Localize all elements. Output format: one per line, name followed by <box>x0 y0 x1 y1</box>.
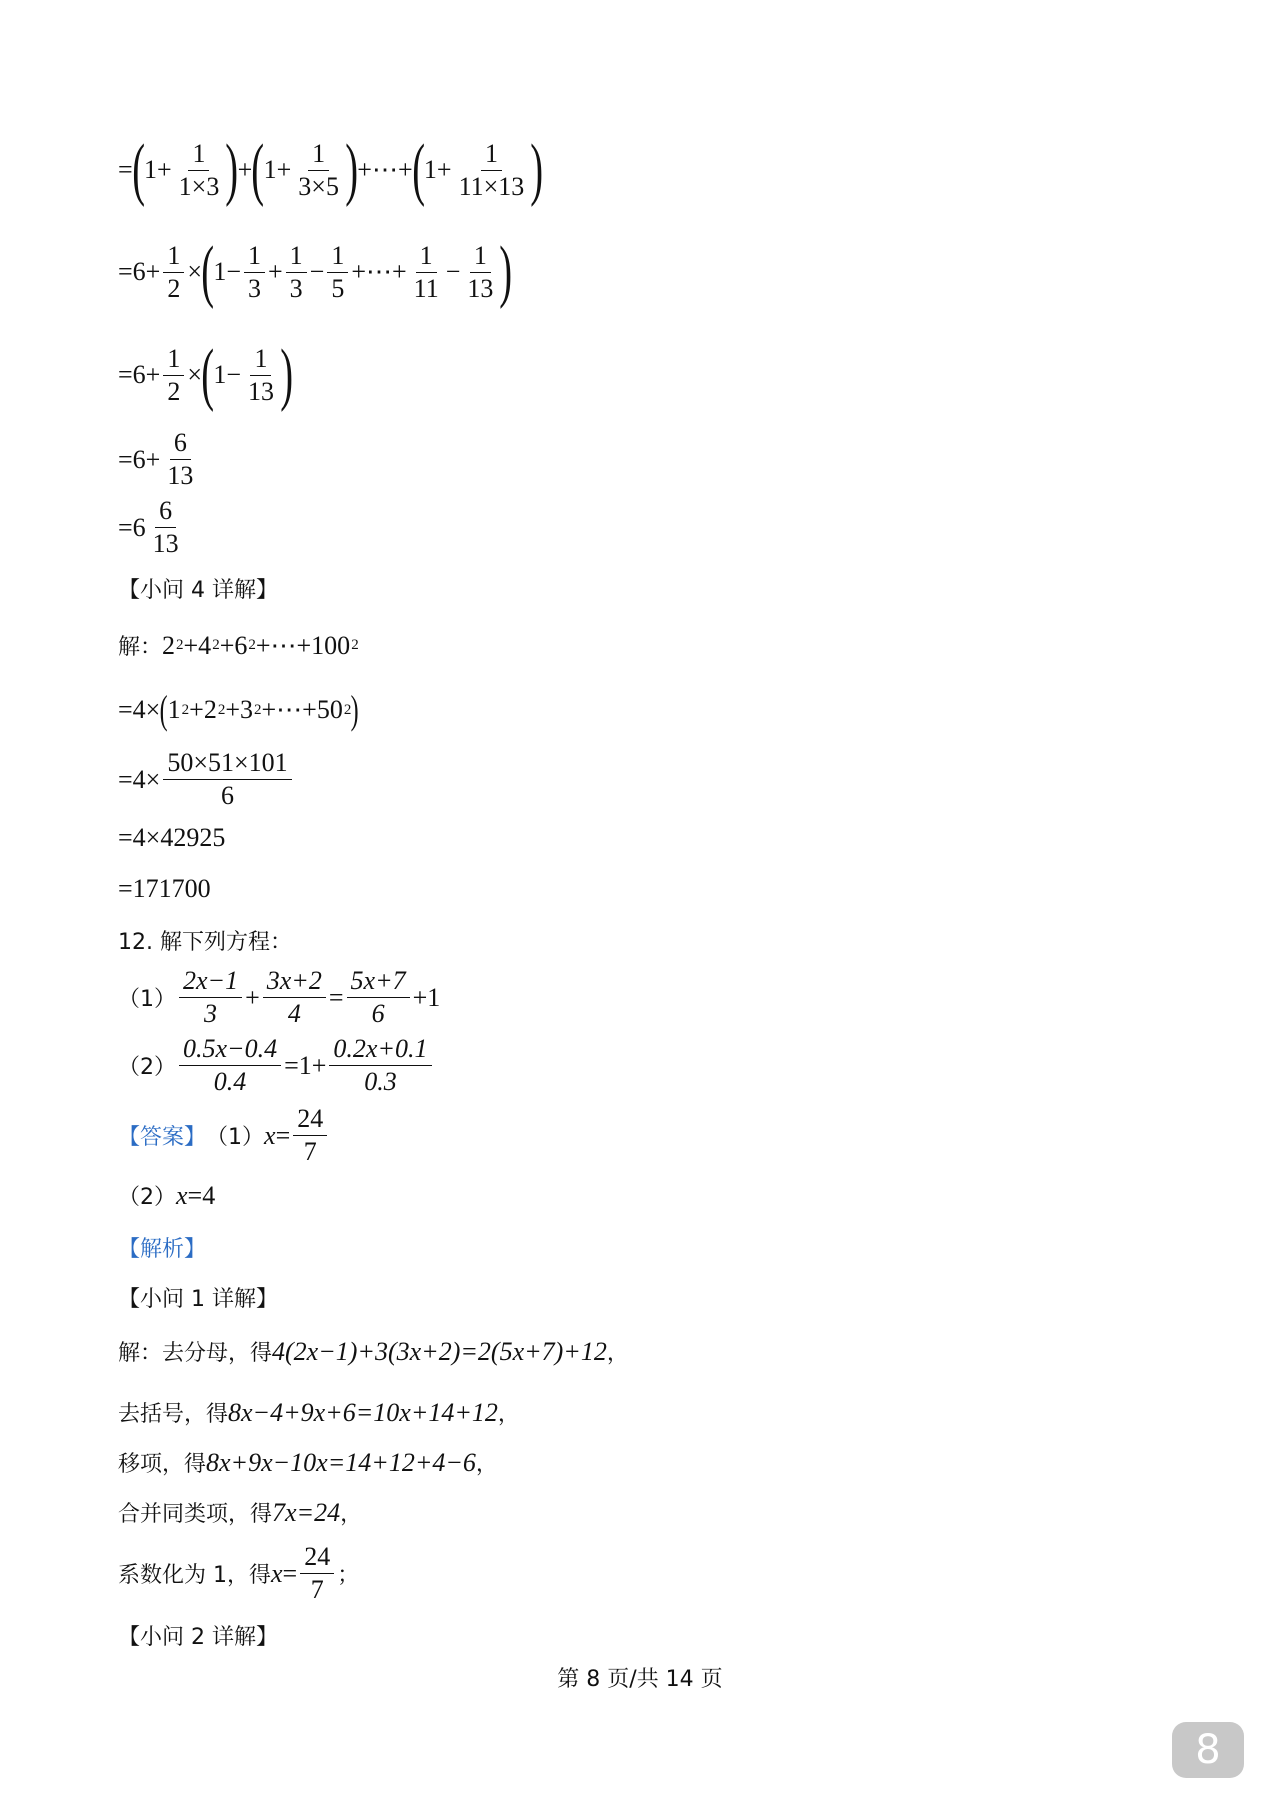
text: +⋯+50 <box>261 695 343 724</box>
denominator: 3 <box>289 273 303 303</box>
text: +6 <box>219 630 248 660</box>
text: =6+ <box>118 257 161 286</box>
paren-open: ( <box>201 336 215 413</box>
numerator: 1 <box>470 241 491 273</box>
denominator: 0.4 <box>213 1067 247 1096</box>
equation: 8x−4+9x+6=10x+14+12 <box>228 1397 498 1427</box>
text: = <box>275 1120 291 1150</box>
equation-line-5 <box>118 496 186 559</box>
text: × <box>187 360 202 389</box>
fraction <box>329 1034 431 1097</box>
problem-12-part-1 <box>118 966 440 1029</box>
text: （2） <box>118 1185 176 1210</box>
denominator: 11 <box>413 273 439 303</box>
text: ， <box>497 1402 520 1427</box>
text: ， <box>606 1341 629 1366</box>
exponent: 2 <box>248 637 256 653</box>
denominator: 5 <box>331 273 345 303</box>
denominator: 1×3 <box>178 171 220 201</box>
text: ； <box>337 1563 360 1588</box>
text: +⋯+ <box>351 257 407 286</box>
denominator: 3 <box>247 273 261 303</box>
denominator: 11×13 <box>458 171 525 201</box>
answer-tag: 【答案】 <box>118 1125 207 1150</box>
fraction <box>179 966 242 1029</box>
text: =6+ <box>118 360 161 389</box>
exponent: 2 <box>176 637 184 653</box>
denominator: 7 <box>310 1575 324 1604</box>
exponent: 2 <box>212 637 220 653</box>
fraction <box>300 1542 334 1605</box>
variable: x <box>176 1180 188 1210</box>
text: + <box>237 155 253 184</box>
numerator: 1 <box>416 241 437 273</box>
problem-12-title: 12. 解下列方程： <box>118 930 292 955</box>
numerator: 5x+7 <box>347 966 410 998</box>
paren-open: ( <box>131 131 145 208</box>
page-footer: 第 8 页/共 14 页 <box>557 1667 723 1692</box>
denominator: 0.3 <box>364 1067 397 1096</box>
text: 1 <box>167 695 181 724</box>
paren-close: ) <box>280 336 294 413</box>
denominator: 4 <box>287 999 301 1028</box>
text: =6+ <box>118 444 161 474</box>
q4-step-1 <box>118 630 359 661</box>
denominator: 7 <box>303 1137 317 1166</box>
numerator: 0.5x−0.4 <box>179 1034 281 1066</box>
text: 1+ <box>423 155 452 184</box>
fraction <box>163 241 184 304</box>
denominator: 3 <box>204 999 218 1028</box>
text: +1 <box>412 982 441 1012</box>
variable: x <box>271 1558 283 1588</box>
numerator: 6 <box>155 496 176 528</box>
paren-open: ( <box>201 233 215 310</box>
page-number-badge: 8 <box>1172 1722 1244 1778</box>
paren-close: ) <box>499 233 513 310</box>
fraction <box>175 139 224 202</box>
answer-part-1 <box>118 1104 330 1167</box>
fraction <box>179 1034 281 1097</box>
text: + <box>245 982 260 1012</box>
exponent: 2 <box>343 701 352 718</box>
numerator: 50×51×101 <box>163 748 291 780</box>
paren-close: ) <box>345 131 359 208</box>
fraction <box>347 966 410 1029</box>
equation-line-2 <box>118 233 513 310</box>
numerator: 1 <box>327 241 348 273</box>
text: =4× <box>118 695 161 724</box>
text: = <box>328 982 344 1012</box>
text: 2 <box>162 630 176 660</box>
q1-step-1 <box>118 1336 629 1367</box>
exponent: 2 <box>351 637 359 653</box>
text: +3 <box>225 695 253 724</box>
numerator: 24 <box>300 1542 334 1574</box>
q4-step-4: =4×42925 <box>118 823 226 852</box>
text: − <box>445 257 461 286</box>
q1-step-4 <box>118 1497 362 1528</box>
text: 合并同类项，得 <box>118 1502 273 1527</box>
text: = <box>118 155 133 184</box>
section-header-q2: 【小问 2 详解】 <box>118 1625 278 1650</box>
numerator: 24 <box>293 1104 327 1136</box>
text: +⋯+100 <box>255 630 351 660</box>
fraction <box>149 496 183 559</box>
exponent: 2 <box>254 701 262 718</box>
fraction <box>163 748 291 811</box>
denominator: 13 <box>152 529 179 558</box>
paren-open: ( <box>411 131 425 208</box>
denominator: 2 <box>167 376 181 406</box>
q4-step-3 <box>118 748 295 811</box>
fraction <box>286 241 307 304</box>
paren-close: ) <box>530 131 544 208</box>
fraction <box>244 241 265 304</box>
text: =4 <box>187 1180 216 1210</box>
text: （2） <box>118 1055 176 1080</box>
denominator: 13 <box>247 376 274 406</box>
fraction <box>294 139 343 202</box>
fraction <box>463 241 497 304</box>
analysis-tag: 【解析】 <box>118 1237 207 1262</box>
text: 系数化为 1，得 <box>118 1563 271 1588</box>
problem-12-part-2 <box>118 1034 435 1097</box>
text: 移项，得 <box>118 1452 207 1477</box>
fraction <box>455 139 529 202</box>
equation: 7x=24 <box>272 1497 341 1527</box>
equation-line-4 <box>118 428 200 491</box>
exponent: 2 <box>181 701 190 718</box>
numerator: 1 <box>250 344 271 376</box>
paren-close: ) <box>350 687 359 732</box>
numerator: 1 <box>163 241 184 273</box>
text: =4× <box>118 764 161 794</box>
text: 解： <box>118 635 163 660</box>
text: × <box>187 257 202 286</box>
paren-close: ) <box>225 131 239 208</box>
answer-part-2 <box>118 1180 215 1211</box>
equation-line-3 <box>118 336 294 413</box>
text: +4 <box>183 630 212 660</box>
exponent: 2 <box>217 701 226 718</box>
text: 解：去分母，得 <box>118 1341 273 1366</box>
numerator: 1 <box>163 344 184 376</box>
equation: 8x+9x−10x=14+12+4−6 <box>206 1447 476 1477</box>
q1-step-5 <box>118 1542 359 1605</box>
numerator: 1 <box>286 241 307 273</box>
equation-line-1 <box>118 131 544 208</box>
text: =6 <box>118 512 146 542</box>
denominator: 13 <box>167 461 194 490</box>
numerator: 2x−1 <box>179 966 242 998</box>
text: 去括号，得 <box>118 1402 229 1427</box>
text: ， <box>340 1502 363 1527</box>
numerator: 6 <box>170 428 191 460</box>
fraction <box>244 344 278 407</box>
q1-step-3 <box>118 1447 498 1478</box>
numerator: 3x+2 <box>263 966 326 998</box>
text: − <box>309 257 325 286</box>
fraction <box>163 428 197 491</box>
section-header-q1: 【小问 1 详解】 <box>118 1287 278 1312</box>
q4-step-5: =171700 <box>118 874 211 903</box>
fraction <box>293 1104 327 1167</box>
text: ， <box>475 1452 498 1477</box>
section-header-q4: 【小问 4 详解】 <box>118 578 278 603</box>
text: 1+ <box>263 155 292 184</box>
text: = <box>282 1558 298 1588</box>
denominator: 6 <box>371 999 385 1028</box>
text: 1+ <box>143 155 172 184</box>
text: =1+ <box>284 1050 327 1080</box>
q1-step-2 <box>118 1397 520 1428</box>
numerator: 0.2x+0.1 <box>329 1034 431 1066</box>
text: 1− <box>213 257 241 286</box>
denominator: 13 <box>467 273 494 303</box>
paren-open: ( <box>251 131 265 208</box>
text: +⋯+ <box>357 155 413 184</box>
text: （1） <box>206 1125 265 1150</box>
fraction <box>263 966 326 1029</box>
variable: x <box>264 1120 276 1150</box>
numerator: 1 <box>188 139 209 171</box>
q4-step-2 <box>118 687 359 732</box>
paren-open: ( <box>159 687 168 732</box>
text: （1） <box>118 987 176 1012</box>
text: 1− <box>213 360 241 389</box>
numerator: 1 <box>308 139 329 171</box>
fraction <box>163 344 184 407</box>
denominator: 6 <box>220 781 234 810</box>
denominator: 3×5 <box>298 171 339 201</box>
text: +2 <box>189 695 217 724</box>
numerator: 1 <box>244 241 265 273</box>
text: + <box>267 257 283 286</box>
fraction <box>410 241 443 304</box>
equation: 4(2x−1)+3(3x+2)=2(5x+7)+12 <box>272 1336 607 1366</box>
fraction <box>327 241 348 304</box>
denominator: 2 <box>167 273 181 303</box>
numerator: 1 <box>481 139 502 171</box>
